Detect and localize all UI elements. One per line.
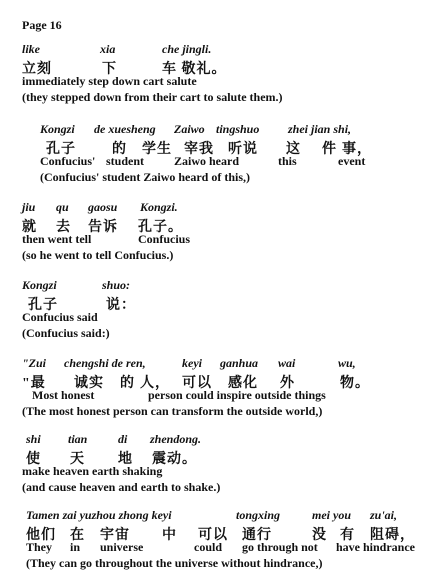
hanzi-word: 阻碍， bbox=[370, 528, 415, 543]
english-gloss: student bbox=[106, 154, 145, 168]
hanzi-word: 下 bbox=[102, 62, 117, 77]
pinyin-word: jiu bbox=[22, 200, 36, 214]
hanzi-word: 中 bbox=[162, 528, 177, 543]
hanzi-word: 就 bbox=[22, 220, 37, 235]
pinyin-line bbox=[22, 356, 422, 372]
pinyin-word: Kongzi. bbox=[140, 200, 178, 214]
hanzi-word: 有 bbox=[340, 528, 355, 543]
pinyin-line bbox=[22, 122, 422, 138]
hanzi-word: 车 敬礼。 bbox=[162, 62, 227, 77]
hanzi-word: 听说 bbox=[228, 142, 258, 157]
english-gloss: this bbox=[278, 154, 297, 168]
hanzi-word: 宇宙 bbox=[100, 528, 130, 543]
hanzi-word: 孔子。 bbox=[138, 220, 183, 235]
pinyin-word: mei you bbox=[312, 508, 351, 522]
translation: (Confucius' student Zaiwo heard of this,) bbox=[40, 170, 251, 184]
text-block bbox=[22, 508, 422, 572]
translation-line bbox=[22, 248, 422, 264]
pinyin-word: keyi bbox=[182, 356, 202, 370]
hanzi-line bbox=[22, 448, 422, 467]
pinyin-word: like bbox=[22, 42, 40, 56]
pinyin-word: zhendong. bbox=[150, 432, 202, 446]
english-gloss: make heaven earth shaking bbox=[22, 464, 163, 478]
hanzi-word: 孔子 bbox=[28, 298, 58, 313]
english-gloss: person could inspire outside things bbox=[148, 388, 326, 402]
hanzi-line bbox=[22, 294, 422, 313]
english-gloss: in bbox=[70, 540, 81, 554]
text-block bbox=[22, 278, 422, 342]
hanzi-line bbox=[22, 524, 422, 543]
text-block bbox=[22, 122, 422, 186]
hanzi-word: 学生 bbox=[142, 142, 172, 157]
pinyin-word: shi bbox=[26, 432, 41, 446]
english-gloss: immediately step down cart salute bbox=[22, 74, 197, 88]
english-gloss: Confucius said bbox=[22, 310, 98, 324]
pinyin-word: Tamen zai yuzhou zhong keyi bbox=[26, 508, 172, 522]
pinyin-word: "Zui bbox=[22, 356, 46, 370]
pinyin-line bbox=[22, 508, 422, 524]
hanzi-word: 孔子 bbox=[46, 142, 76, 157]
pinyin-word: zu'ai, bbox=[370, 508, 398, 522]
english-gloss: They bbox=[26, 540, 53, 554]
hanzi-word: "最 bbox=[22, 376, 46, 391]
english-gloss: Confucius' bbox=[40, 154, 96, 168]
hanzi-word: 去 bbox=[56, 220, 71, 235]
pinyin-word: shuo: bbox=[102, 278, 131, 292]
hanzi-word: 天 bbox=[70, 452, 85, 467]
pinyin-word: chengshi de ren, bbox=[64, 356, 146, 370]
translation: (they stepped down from their cart to salute them.) bbox=[22, 90, 283, 104]
pinyin-line bbox=[22, 200, 422, 216]
english-gloss-line bbox=[22, 388, 422, 404]
hanzi-word: 这 bbox=[286, 142, 301, 157]
pinyin-word: Kongzi bbox=[22, 278, 57, 292]
translation-line bbox=[22, 404, 422, 420]
translation-line bbox=[22, 326, 422, 342]
pinyin-word: tongxing bbox=[236, 508, 281, 522]
hanzi-word: 外 bbox=[280, 376, 295, 391]
translation-line bbox=[22, 556, 422, 572]
pinyin-word: xia bbox=[100, 42, 116, 56]
english-gloss: could bbox=[194, 540, 223, 554]
hanzi-line bbox=[22, 372, 422, 391]
english-gloss: Most honest bbox=[32, 388, 95, 402]
text-block bbox=[22, 356, 422, 420]
hanzi-word: 宰我 bbox=[184, 142, 214, 157]
text-block bbox=[22, 200, 422, 264]
pinyin-line bbox=[22, 432, 422, 448]
english-gloss: have hindrance bbox=[336, 540, 416, 554]
translation: (The most honest person can transform the outside world,) bbox=[22, 404, 323, 418]
translation-line bbox=[22, 480, 422, 496]
hanzi-word: 可以 bbox=[198, 528, 228, 543]
hanzi-word: 没 bbox=[312, 528, 327, 543]
pinyin-word: che jingli. bbox=[162, 42, 212, 56]
hanzi-word: 事， bbox=[342, 142, 372, 157]
hanzi-word: 的 bbox=[112, 142, 127, 157]
hanzi-word: 通行 bbox=[242, 528, 272, 543]
translation-line bbox=[22, 90, 422, 106]
english-gloss: universe bbox=[100, 540, 144, 554]
hanzi-word: 使 bbox=[26, 452, 41, 467]
english-gloss-line bbox=[22, 74, 422, 90]
english-gloss: Zaiwo heard bbox=[174, 154, 240, 168]
translation-line bbox=[22, 170, 422, 186]
hanzi-line bbox=[22, 138, 422, 157]
hanzi-line bbox=[22, 58, 422, 77]
translation: (so he went to tell Confucius.) bbox=[22, 248, 174, 262]
hanzi-word: 感化 bbox=[228, 376, 258, 391]
english-gloss: Confucius bbox=[138, 232, 191, 246]
hanzi-word: 立刻 bbox=[22, 62, 52, 77]
pinyin-word: Zaiwo bbox=[174, 122, 205, 136]
pinyin-line bbox=[22, 278, 422, 294]
hanzi-line bbox=[22, 216, 422, 235]
hanzi-word: 地 bbox=[118, 452, 133, 467]
hanzi-word: 诚实 bbox=[74, 376, 104, 391]
pinyin-word: di bbox=[118, 432, 128, 446]
pinyin-word: gaosu bbox=[88, 200, 118, 214]
pinyin-word: ganhua bbox=[220, 356, 259, 370]
pinyin-word: de xuesheng bbox=[94, 122, 156, 136]
hanzi-word: 震动。 bbox=[152, 452, 197, 467]
translation: (and cause heaven and earth to shake.) bbox=[22, 480, 221, 494]
translation: (They can go throughout the universe without hindrance,) bbox=[26, 556, 323, 570]
hanzi-word: 他们 bbox=[26, 528, 56, 543]
pinyin-word: zhei jian shi, bbox=[288, 122, 352, 136]
english-gloss: then went tell bbox=[22, 232, 92, 246]
hanzi-word: 的 bbox=[120, 376, 135, 391]
english-gloss-line bbox=[22, 154, 422, 170]
hanzi-word: 告诉 bbox=[88, 220, 118, 235]
english-gloss: event bbox=[338, 154, 366, 168]
hanzi-word: 人， bbox=[140, 376, 170, 391]
english-gloss-line bbox=[22, 540, 422, 556]
text-block bbox=[22, 432, 422, 496]
english-gloss-line bbox=[22, 310, 422, 326]
english-gloss-line bbox=[22, 232, 422, 248]
hanzi-word: 可以 bbox=[182, 376, 212, 391]
page-number: Page 16 bbox=[22, 18, 62, 32]
translation: (Confucius said:) bbox=[22, 326, 110, 340]
pinyin-word: wai bbox=[278, 356, 296, 370]
pinyin-word: wu, bbox=[338, 356, 356, 370]
text-block bbox=[22, 42, 422, 106]
pinyin-line bbox=[22, 42, 422, 58]
pinyin-word: qu bbox=[56, 200, 69, 214]
hanzi-word: 在 bbox=[70, 528, 85, 543]
pinyin-word: tingshuo bbox=[216, 122, 260, 136]
english-gloss: go through not bbox=[242, 540, 318, 554]
pinyin-word: Kongzi bbox=[40, 122, 75, 136]
hanzi-word: 件 bbox=[322, 142, 337, 157]
hanzi-word: 物。 bbox=[340, 376, 370, 391]
hanzi-word: 说： bbox=[106, 298, 136, 313]
pinyin-word: tian bbox=[68, 432, 88, 446]
english-gloss-line bbox=[22, 464, 422, 480]
